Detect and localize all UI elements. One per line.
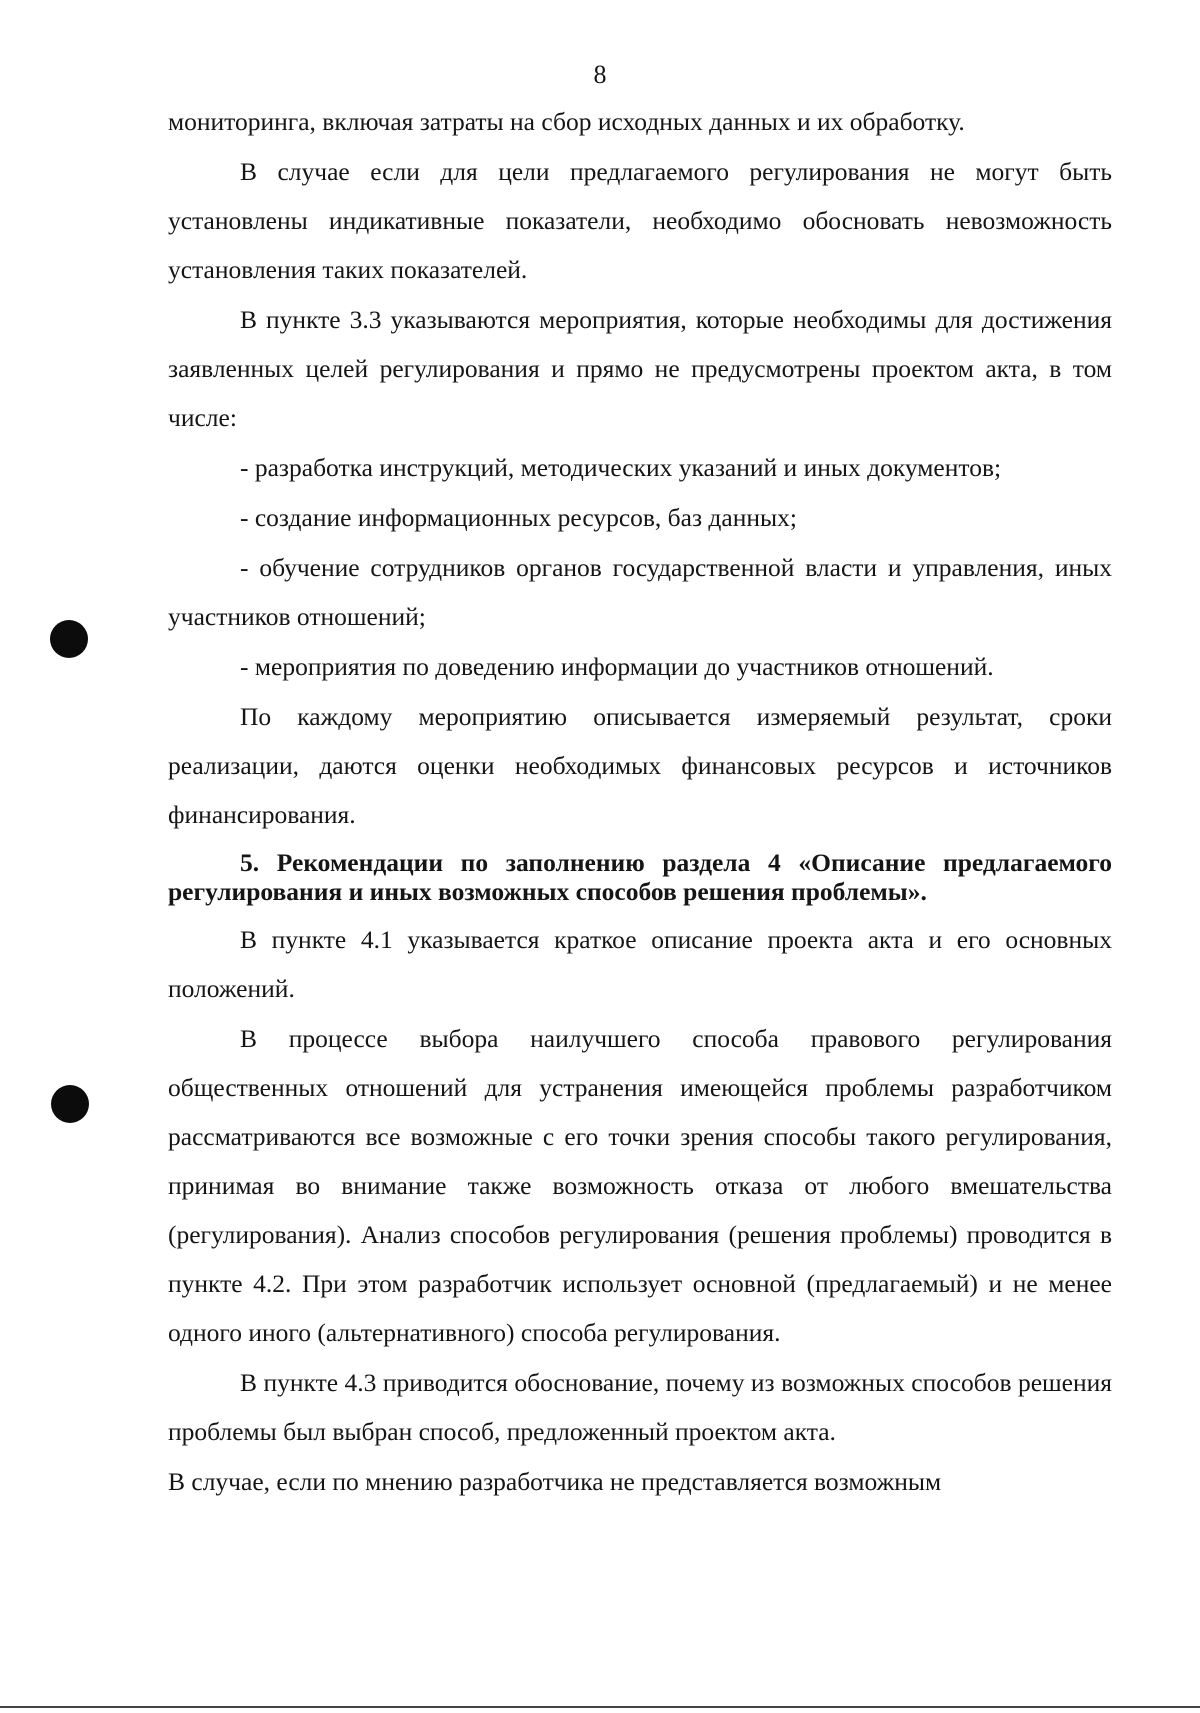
page-number: 8 <box>593 60 607 89</box>
section-heading: 5. Рекомендации по заполнению раздела 4 «Описание предлагаемого регулирования и иных возможных способов решения проблемы». <box>168 848 1112 906</box>
list-item: - разработка инструкций, методических указаний и иных документов; <box>240 453 1002 482</box>
paragraph-continuation: мониторинга, включая затраты на сбор исходных данных и их обработку. <box>168 107 965 136</box>
list-item: - обучение сотрудников органов государственной власти и управления, иных участников отношений; <box>168 553 1112 631</box>
list-item: - мероприятия по доведению информации до участников отношений. <box>240 652 994 681</box>
paragraph-indicators: В случае если для цели предлагаемого регулирования не могут быть установлены индикативные показатели, необходимо обосновать невозможность установления таких показателей. <box>168 157 1112 284</box>
document-body <box>168 97 1112 1507</box>
paragraph-point-4-3: В пункте 4.3 приводится обоснование, почему из возможных способов решения проблемы был выбран способ, предложенный проектом акта. <box>168 1368 1112 1446</box>
paragraph-measure-results: По каждому мероприятию описывается измеряемый результат, сроки реализации, даются оценки необходимых финансовых ресурсов и источников финансирования. <box>168 702 1112 829</box>
paragraph-continues-next-page: В случае, если по мнению разработчика не представляется возможным <box>168 1467 942 1496</box>
punch-hole-mark <box>50 620 88 658</box>
paragraph-regulation-methods: В процессе выбора наилучшего способа правового регулирования общественных отношений для устранения имеющейся проблемы разработчиком рассматриваются все возможные с его точки зрения способы такого регулирования, принимая во внимание также возможность отказа от любого вмешательства (регулирования). Анализ способов регулирования (решения проблемы) проводится в пункте 4.2. При этом разработчик использует основной (предлагаемый) и не менее одного иного (альтернативного) способа регулирования. <box>168 1024 1112 1347</box>
scan-edge-line <box>0 1706 1200 1708</box>
paragraph-point-4-1: В пункте 4.1 указывается краткое описание проекта акта и его основных положений. <box>168 925 1112 1003</box>
list-item: - создание информационных ресурсов, баз данных; <box>240 503 797 532</box>
punch-hole-mark <box>51 1085 89 1123</box>
paragraph-measures-intro: В пункте 3.3 указываются мероприятия, которые необходимы для достижения заявленных целей регулирования и прямо не предусмотрены проектом акта, в том числе: <box>168 305 1112 432</box>
